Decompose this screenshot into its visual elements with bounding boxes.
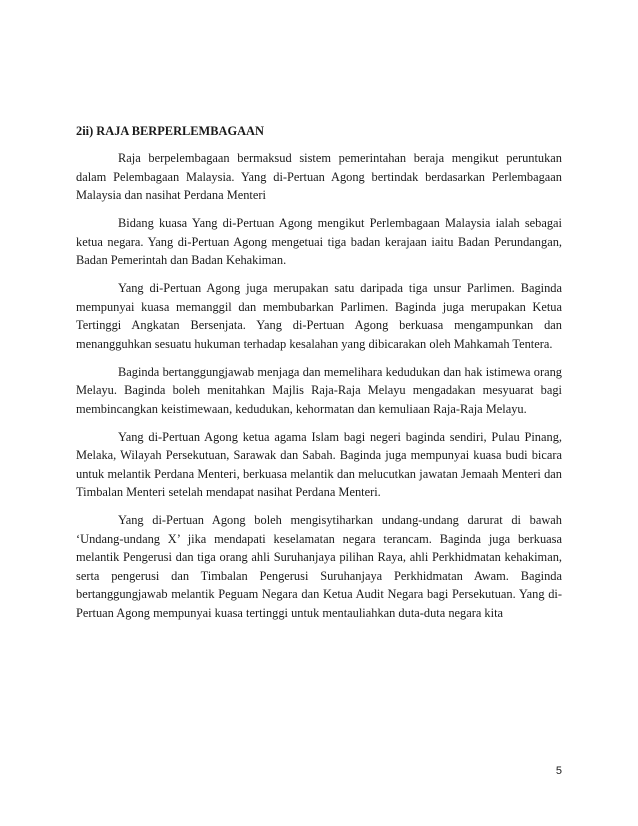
page-number: 5 — [555, 765, 562, 777]
paragraph-2: Bidang kuasa Yang di-Pertuan Agong mengikut Perlembagaan Malaysia ialah sebagai ketua negara. Yang di-Pertuan Agong mengetuai tiga badan kerajaan iaitu Badan Perundangan, Badan Pemerintah dan Badan Kehakiman. — [76, 216, 562, 267]
section-heading: 2ii) RAJA BERPERLEMBAGAAN — [76, 124, 264, 138]
paragraph-3: Yang di-Pertuan Agong juga merupakan satu daripada tiga unsur Parlimen. Baginda mempunyai kuasa memanggil dan membubarkan Parlimen. Baginda juga merupakan Ketua Tertinggi Angkatan Bersenjata. Yang di-Pertuan Agong berkuasa mengampunkan dan menangguhkan sesuatu hukuman terhadap kesalahan yang dibicarakan oleh Mahkamah Tentera. — [76, 281, 562, 351]
paragraph-6: Yang di-Pertuan Agong boleh mengisytiharkan undang-undang darurat di bawah ‘Undang-undang X’ jika mendapati keselamatan negara terancam. Baginda juga berkuasa melantik Pengerusi dan tiga orang ahli Suruhanjaya pilihan Raya, ahli Perkhidmatan kehakiman, serta pengerusi dan Timbalan Pengerusi Suruhanjaya Perkhidmatan Awam. Baginda bertanggungjawab melantik Peguam Negara dan Ketua Audit Negara bagi Persekutuan. Yang di-Pertuan Agong mempunyai kuasa tertinggi untuk mentauliahkan duta-duta negara kita — [76, 513, 562, 620]
paragraph-4: Baginda bertanggungjawab menjaga dan memelihara kedudukan dan hak istimewa orang Melayu. Baginda boleh menitahkan Majlis Raja-Raja Melayu mengadakan mesyuarat bagi membincangkan keistimewaan, kedudukan, kehormatan dan kemuliaan Raja-Raja Melayu. — [76, 364, 562, 416]
paragraph-5: Yang di-Pertuan Agong ketua agama Islam bagi negeri baginda sendiri, Pulau Pinang, Melaka, Wilayah Persekutuan, Sarawak dan Sabah. Baginda juga mempunyai kuasa budi bicara untuk melantik Perdana Menteri, berkuasa melantik dan melucutkan jawatan Jemaah Menteri dan Timbalan Menteri setelah mendapat nasihat Perdana Menteri. — [76, 429, 562, 499]
page-body — [76, 123, 562, 632]
paragraph-1: Raja berpelembagaan bermaksud sistem pemerintahan beraja mengikut peruntukan dalam Pelembagaan Malaysia. Yang di-Pertuan Agong bertindak berdasarkan Perlembagaan Malaysia dan nasihat Perdana Menteri — [76, 151, 562, 202]
